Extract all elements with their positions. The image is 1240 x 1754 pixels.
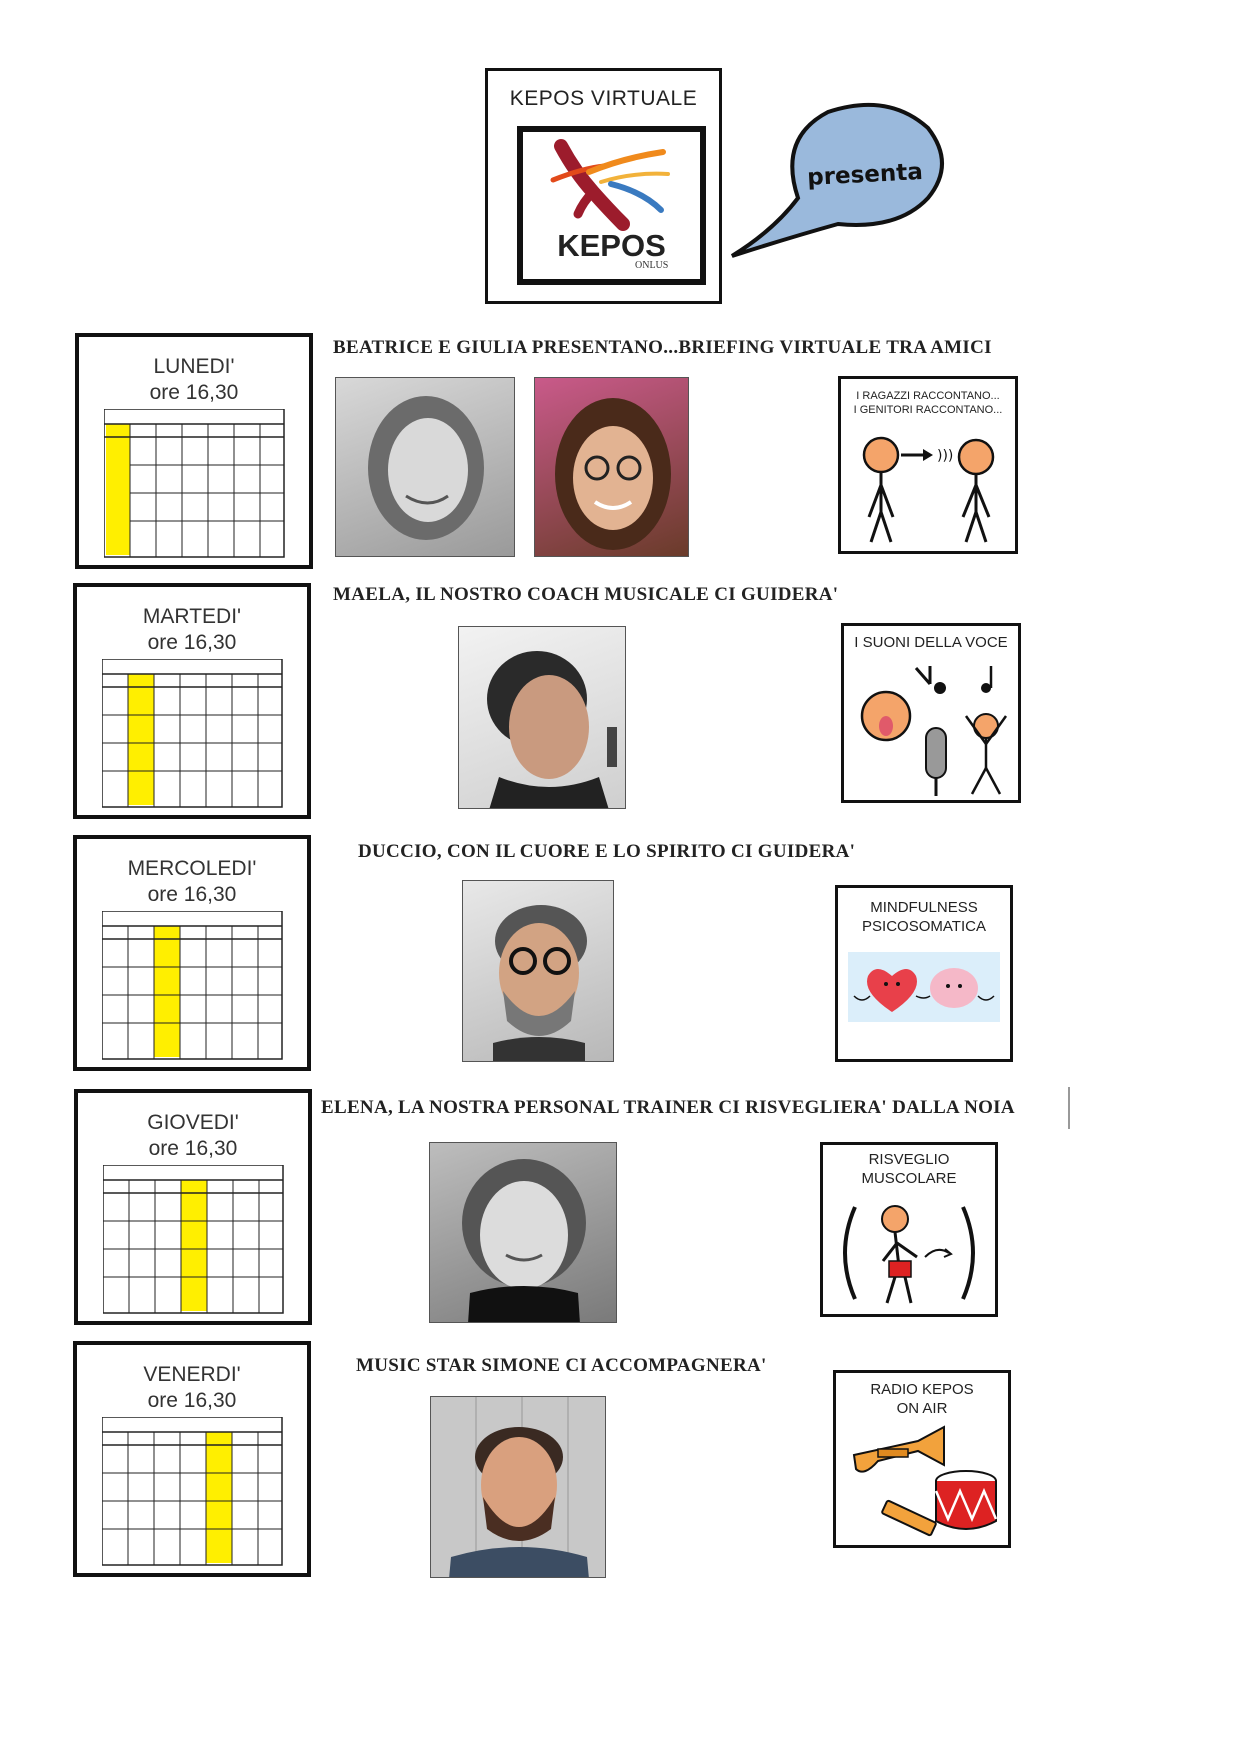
day-name: GIOVEDI' [147, 1111, 239, 1134]
day-time: ore 16,30 [149, 381, 239, 404]
person-portrait-icon [459, 627, 626, 809]
photo-duccio [462, 880, 614, 1062]
card-line: RISVEGLIO [868, 1151, 950, 1168]
day-name: MARTEDI' [142, 605, 242, 628]
card-line: MINDFULNESS [870, 899, 978, 916]
day-box-monday [75, 333, 313, 569]
day-time: ore 16,30 [147, 631, 237, 654]
card-line: I RAGAZZI RACCONTANO... [856, 390, 1000, 402]
day-time: ore 16,30 [147, 883, 237, 906]
logo-wordmark: KEPOS [557, 228, 666, 263]
person-portrait-icon [463, 881, 614, 1062]
kepos-logo [517, 126, 706, 285]
activity-card [841, 623, 1021, 803]
bubble-label: presenta [806, 158, 924, 192]
card-line: I GENITORI RACCONTANO... [853, 404, 1003, 416]
logo-title: KEPOS VIRTUALE [509, 87, 698, 110]
card-line: MUSCOLARE [861, 1170, 957, 1187]
calendar-icon [103, 1165, 285, 1315]
activity-title: MAELA, IL NOSTRO COACH MUSICALE CI GUIDERA' [333, 584, 839, 605]
day-box-friday [73, 1341, 311, 1577]
activity-title: DUCCIO, CON IL CUORE E LO SPIRITO CI GUIDERA' [358, 841, 856, 862]
photo-maela [458, 626, 626, 809]
person-portrait-icon [535, 378, 689, 557]
day-time: ore 16,30 [147, 1389, 237, 1412]
card-line: RADIO KEPOS [870, 1381, 974, 1398]
card-line: I SUONI DELLA VOCE [854, 634, 1008, 651]
svg-text:))): ))) [937, 448, 954, 464]
activity-card [838, 376, 1018, 554]
activity-card [833, 1370, 1011, 1548]
divider [1068, 1087, 1070, 1129]
card-line: ON AIR [896, 1400, 948, 1417]
calendar-icon [104, 409, 286, 559]
activity-title: MUSIC STAR SIMONE CI ACCOMPAGNERA' [356, 1355, 767, 1376]
day-name: LUNEDI' [153, 355, 235, 378]
card-line: PSICOSOMATICA [862, 918, 986, 935]
photo-elena [429, 1142, 617, 1323]
activity-title: BEATRICE E GIULIA PRESENTANO...BRIEFING VIRTUALE TRA AMICI [333, 337, 992, 358]
day-name: MERCOLEDI' [127, 857, 257, 880]
person-portrait-icon [431, 1397, 606, 1578]
day-box-thursday [74, 1089, 312, 1325]
activity-title: ELENA, LA NOSTRA PERSONAL TRAINER CI RISVEGLIERA' DALLA NOIA [321, 1097, 1015, 1118]
calendar-icon [102, 911, 284, 1061]
day-name: VENERDI' [143, 1363, 241, 1386]
person-portrait-icon [430, 1143, 617, 1323]
heart-brain-meditation-icon [848, 952, 1000, 1022]
photo-beatrice [335, 377, 515, 557]
day-box-wednesday [73, 835, 311, 1071]
activity-card [835, 885, 1013, 1062]
calendar-icon [102, 1417, 284, 1567]
day-time: ore 16,30 [148, 1137, 238, 1160]
calendar-icon [102, 659, 284, 809]
photo-giulia [534, 377, 689, 557]
kepos-logo-box [485, 68, 722, 304]
person-portrait-icon [336, 378, 515, 557]
two-people-talking-icon [851, 427, 1006, 547]
trumpet-drum-harmonica-icon [848, 1425, 1000, 1543]
singing-voice-icon [854, 658, 1014, 798]
logo-subtitle: ONLUS [635, 260, 669, 271]
photo-simone [430, 1396, 606, 1578]
activity-card [820, 1142, 998, 1317]
stretching-person-icon [833, 1197, 985, 1309]
day-box-tuesday [73, 583, 311, 819]
